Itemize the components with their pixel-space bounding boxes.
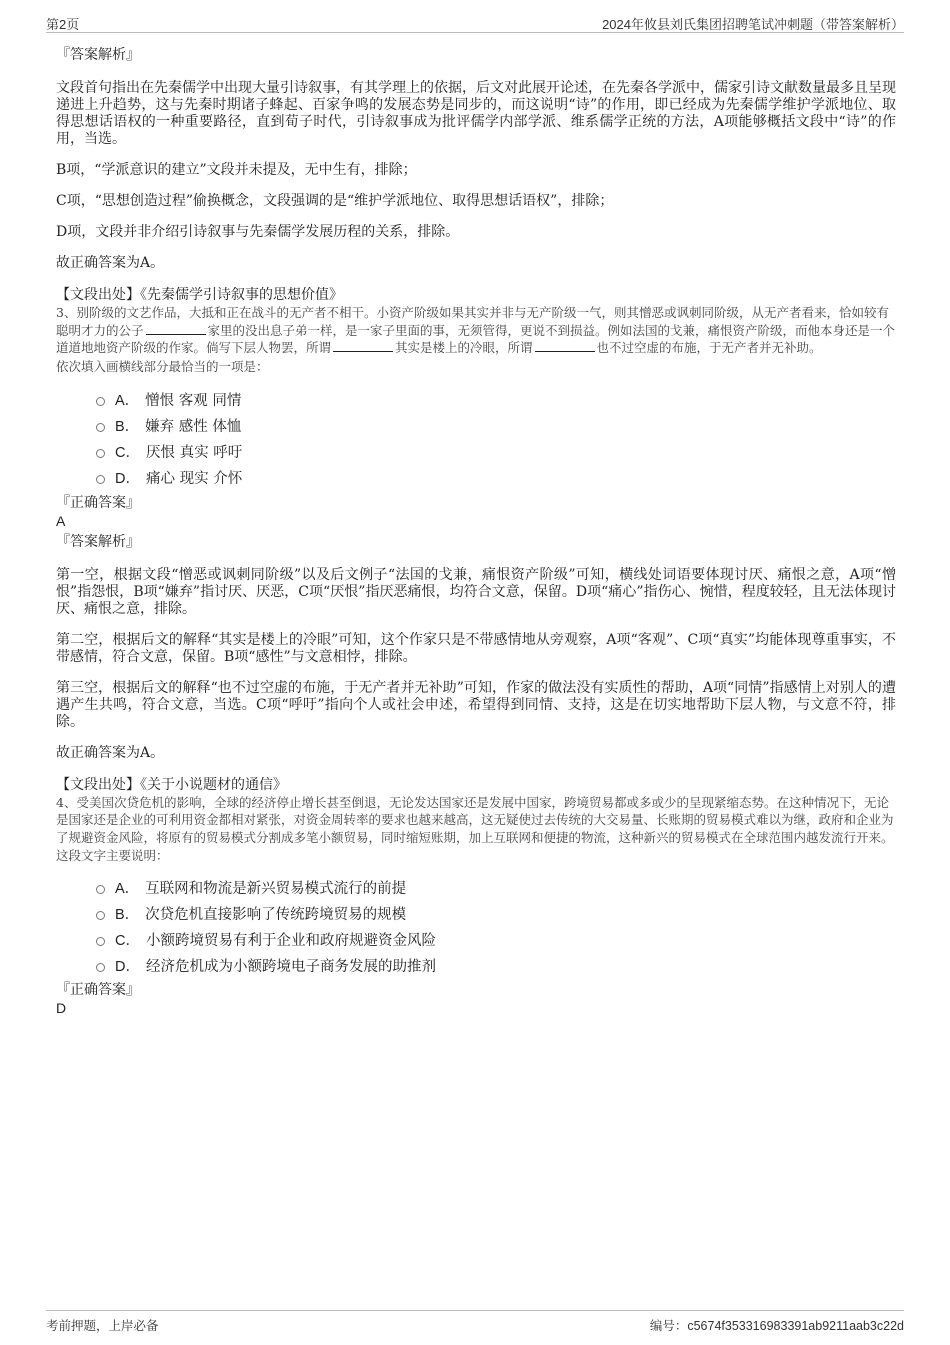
option-d[interactable]: D． 痛心 现实 介怀 — [96, 465, 896, 491]
answer-analysis-label: 『答案解析』 — [56, 47, 140, 63]
source-citation: 【文段出处】《关于小说题材的通信》 — [56, 776, 287, 793]
analysis-paragraph: C项，“思想创造过程”偷换概念，文段强调的是“维护学派地位、取得思想话语权”，排除； — [56, 193, 614, 209]
correct-answer-value: A — [56, 512, 66, 529]
answer-analysis-label: 『答案解析』 — [56, 533, 140, 550]
analysis-paragraph: 第二空，根据后文的解释“其实是楼上的冷眼”可知，这个作家只是不带感情地从旁观察，A项“客观”、C项“真实”均能体现尊重事实，不带感情，符合文意，保留。B项“感性”与文意相悖，排除。 — [56, 631, 896, 665]
radio-icon[interactable] — [96, 397, 105, 406]
radio-icon[interactable] — [96, 963, 105, 972]
analysis-paragraph: D项，文段并非介绍引诗叙事与先秦儒学发展历程的关系，排除。 — [56, 224, 460, 240]
analysis-paragraph: 第一空，根据文段“憎恶或讽刺同阶级”以及后文例子“法国的戈兼，痛恨资产阶级”可知，横线处词语要体现讨厌、痛恨之意，A项“憎恨”指怨恨，B项“嫌弃”指讨厌、厌恶，C项“厌恨”指厌恶痛恨，均符合文意，保留。D项“痛心”指伤心、惋惜，程度较轻，且无法体现讨厌、痛恨之意，排除。 — [56, 566, 896, 617]
question-4-options — [96, 874, 896, 978]
page-header — [46, 12, 904, 33]
option-a[interactable]: A． 互联网和物流是新兴贸易模式流行的前提 — [96, 874, 896, 900]
correct-answer-label: 『正确答案』 — [56, 982, 140, 998]
page-footer — [46, 1310, 904, 1335]
analysis-paragraph: 第三空，根据后文的解释“也不过空虚的布施，于无产者并无补助”可知，作家的做法没有实质性的帮助，A项“同情”指感情上对别人的遭遇产生共鸣，符合文意，当选。C项“呼吁”指向个人或社会申述，希望得到同情、支持，这是在切实地帮助下层人物，与文意不符，排除。 — [56, 679, 896, 730]
radio-icon[interactable] — [96, 423, 105, 432]
document-title: 2024年攸县刘氏集团招聘笔试冲刺题（带答案解析） — [602, 17, 904, 32]
option-c[interactable]: C． 小额跨境贸易有利于企业和政府规避资金风险 — [96, 926, 896, 952]
analysis-paragraph: 文段首句指出在先秦儒学中出现大量引诗叙事，有其学理上的依据，后文对此展开论述，在先秦各学派中，儒家引诗文献数量最多且呈现递进上升趋势，这与先秦时期诸子蜂起、百家争鸣的发展态势是同步的，而这说明“诗”的作用，即已经成为先秦儒学维护学派地位、取得思想话语权的一种重要路径，直到荀子时代，引诗叙事成为批评儒学内部学派、维系儒学正统的方法，A项能够概括文段中“诗”的作用，当选。 — [56, 80, 896, 147]
option-d[interactable]: D． 经济危机成为小额跨境电子商务发展的助推剂 — [96, 952, 896, 978]
analysis-paragraph: B项，“学派意识的建立”文段并未提及，无中生有，排除； — [56, 162, 417, 178]
question-3-prompt: 依次填入画横线部分最恰当的一项是： — [56, 358, 269, 374]
radio-icon[interactable] — [96, 885, 105, 894]
source-citation: 【文段出处】《先秦儒学引诗叙事的思想价值》 — [56, 287, 343, 303]
correct-answer-value: D — [56, 1000, 67, 1016]
radio-icon[interactable] — [96, 937, 105, 946]
page-number: 第2页 — [46, 17, 80, 32]
option-b[interactable]: B． 次贷危机直接影响了传统跨境贸易的规模 — [96, 900, 896, 926]
question-3-options — [96, 387, 896, 491]
question-3-text: 3、别阶级的文艺作品，大抵和正在战斗的无产者不相干。小资产阶级如果其实并非与无产阶级一气，则其憎恶或讽刺同阶级，从无产者看来，恰如较有聪明才力的公子 家里的没出息子弟一样，是一家子里面的事，无须管得，更说不到损益。例如法国的戈兼，痛恨资产阶级，而他本身还是一个道道地地资产阶级的作家。倘写下层人物罢，所谓 其实是楼上的冷眼，所谓 也不过空虚的布施，于无产者并无补助。 — [56, 305, 896, 355]
option-b[interactable]: B． 嫌弃 感性 体恤 — [96, 413, 896, 439]
option-a[interactable]: A． 憎恨 客观 同情 — [96, 387, 896, 413]
question-4-prompt: 这段文字主要说明： — [56, 848, 169, 863]
radio-icon[interactable] — [96, 449, 105, 458]
option-c[interactable]: C． 厌恨 真实 呼吁 — [96, 439, 896, 465]
page-content — [56, 46, 896, 1017]
radio-icon[interactable] — [96, 475, 105, 484]
footer-slogan: 考前押题，上岸必备 — [46, 1319, 159, 1333]
document-id: 编号：c5674f353316983391ab9211aab3c22d — [649, 1319, 904, 1333]
conclusion-paragraph: 故正确答案为A。 — [56, 744, 165, 761]
radio-icon[interactable] — [96, 911, 105, 920]
fill-blank-3 — [535, 340, 595, 352]
question-4-text: 4、受美国次贷危机的影响，全球的经济停止增长甚至倒退，无论发达国家还是发展中国家，跨境贸易都或多或少的呈现紧缩态势。在这种情况下，无论是国家还是企业的可利用资金都相对紧张，对资金周转率的要求也越来越高，这无疑使过去传统的大交易量、长账期的贸易模式难以为继，政府和企业为了规避资金风险，将原有的贸易模式分割成多笔小额贸易，同时缩短账期，加上互联网和便捷的物流，这种新兴的贸易模式在全球范围内越发流行开来。 — [56, 794, 894, 845]
correct-answer-label: 『正确答案』 — [56, 494, 140, 511]
fill-blank-1 — [146, 323, 206, 335]
fill-blank-2 — [333, 340, 393, 352]
conclusion-paragraph: 故正确答案为A。 — [56, 255, 165, 271]
